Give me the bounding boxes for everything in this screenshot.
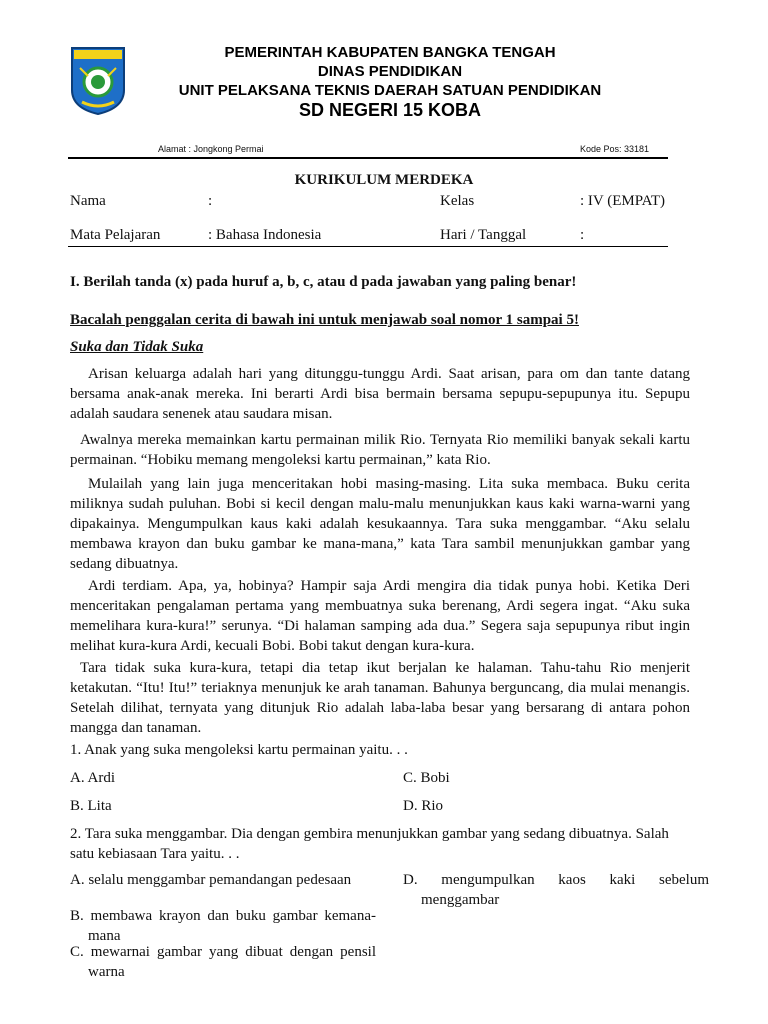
- header-divider: [68, 157, 668, 159]
- info-divider: [68, 246, 668, 247]
- curriculum-title: KURIKULUM MERDEKA: [294, 172, 474, 188]
- address: Alamat : Jongkong Permai: [158, 144, 264, 154]
- mapel-label: Mata Pelajaran: [70, 227, 161, 243]
- q2-option-c[interactable]: C. mewarnai gambar yang dibuat dengan pensil warna: [70, 944, 376, 980]
- section-instruction: I. Berilah tanda (x) pada huruf a, b, c, atau d pada jawaban yang paling benar!: [70, 274, 577, 290]
- nama-label: Nama: [70, 193, 106, 209]
- q1-option-a[interactable]: A. Ardi: [70, 770, 115, 786]
- hari-label: Hari / Tanggal: [440, 227, 527, 243]
- school-name: SD NEGERI 15 KOBA: [298, 100, 482, 120]
- q2-option-b[interactable]: B. membawa krayon dan buku gambar kemana-mana: [70, 908, 376, 944]
- gov-name: PEMERINTAH KABUPATEN BANGKA TENGAH: [224, 44, 556, 61]
- unit-name: UNIT PELAKSANA TEKNIS DAERAH SATUAN PENDIDIKAN: [178, 82, 602, 99]
- q1-option-b[interactable]: B. Lita: [70, 798, 112, 814]
- story-title: Suka dan Tidak Suka: [70, 339, 204, 355]
- q1-option-c[interactable]: C. Bobi: [403, 770, 450, 786]
- story-paragraph: Awalnya mereka memainkan kartu permainan milik Rio. Ternyata Rio memiliki banyak sekali kartu permainan. “Hobiku memang mengoleksi kartu permainan,” kata Rio.: [70, 432, 690, 468]
- question-2: 2. Tara suka menggambar. Dia dengan gembira menunjukkan gambar yang sedang dibuatnya. Salah satu kebiasaan Tara yaitu. . .: [70, 826, 669, 862]
- nama-value: :: [208, 193, 213, 209]
- q2-option-d[interactable]: D. mengumpulkan kaos kaki sebelum menggambar: [403, 872, 709, 908]
- story-paragraph: Tara tidak suka kura-kura, tetapi dia tetap ikut berjalan ke halaman. Tahu-tahu Rio menjerit ketakutan. “Itu! Itu!” teriaknya menunjuk ke arah tanaman. Bahunya berguncang, dia mulai menangis. Setelah dilihat, ternyata yang ditunjuk Rio adalah laba-laba besar yang bersarang di antara pohon mangga dan tanaman.: [70, 660, 690, 736]
- question-1: 1. Anak yang suka mengoleksi kartu permainan yaitu. . .: [70, 742, 408, 758]
- department-name: DINAS PENDIDIKAN: [317, 63, 463, 80]
- reading-instruction: Bacalah penggalan cerita di bawah ini untuk menjawab soal nomor 1 sampai 5!: [70, 312, 579, 328]
- school-logo: [70, 46, 126, 116]
- story-paragraph: Mulailah yang lain juga menceritakan hobi masing-masing. Lita suka membaca. Buku cerita miliknya sudah puluhan. Bobi si kecil dengan malu-malu menunjukkan kaus kaki warna-warni yang dipakainya. Mengumpulkan kaus kaki adalah kesukaannya. Tara suka menggambar. “Aku selalu membawa krayon dan buku gambar ke mana-mana,” kata Tara sambil menunjukkan gambar yang sedang dibuatnya.: [70, 476, 690, 572]
- q2-option-a[interactable]: A. selalu menggambar pemandangan pedesaan: [70, 872, 352, 888]
- kelas-label: Kelas: [440, 193, 475, 209]
- mapel-value: : Bahasa Indonesia: [208, 227, 322, 243]
- story-paragraph: Arisan keluarga adalah hari yang ditunggu-tunggu Ardi. Saat arisan, para om dan tante datang bersama anak-anak mereka. Ini berarti Ardi bisa bermain bersama sepupu-sepupunya itu. Sepupu adalah saudara senenek atau saudara misan.: [70, 366, 690, 422]
- postcode: Kode Pos: 33181: [580, 144, 650, 154]
- story-paragraph: Ardi terdiam. Apa, ya, hobinya? Hampir saja Ardi mengira dia tidak punya hobi. Ketika Deri menceritakan pengalaman pertama yang membuatnya suka berenang, Ardi segera ingat. “Aku suka memelihara kura-kura!” serunya. “Di halaman samping ada dua.” Segera saja sepupunya ribut ingin melihat kura-kura Ardi, kecuali Bobi. Bobi takut dengan kura-kura.: [70, 578, 690, 654]
- q1-option-d[interactable]: D. Rio: [403, 798, 444, 814]
- hari-value: :: [580, 227, 585, 243]
- kelas-value: : IV (EMPAT): [580, 193, 666, 209]
